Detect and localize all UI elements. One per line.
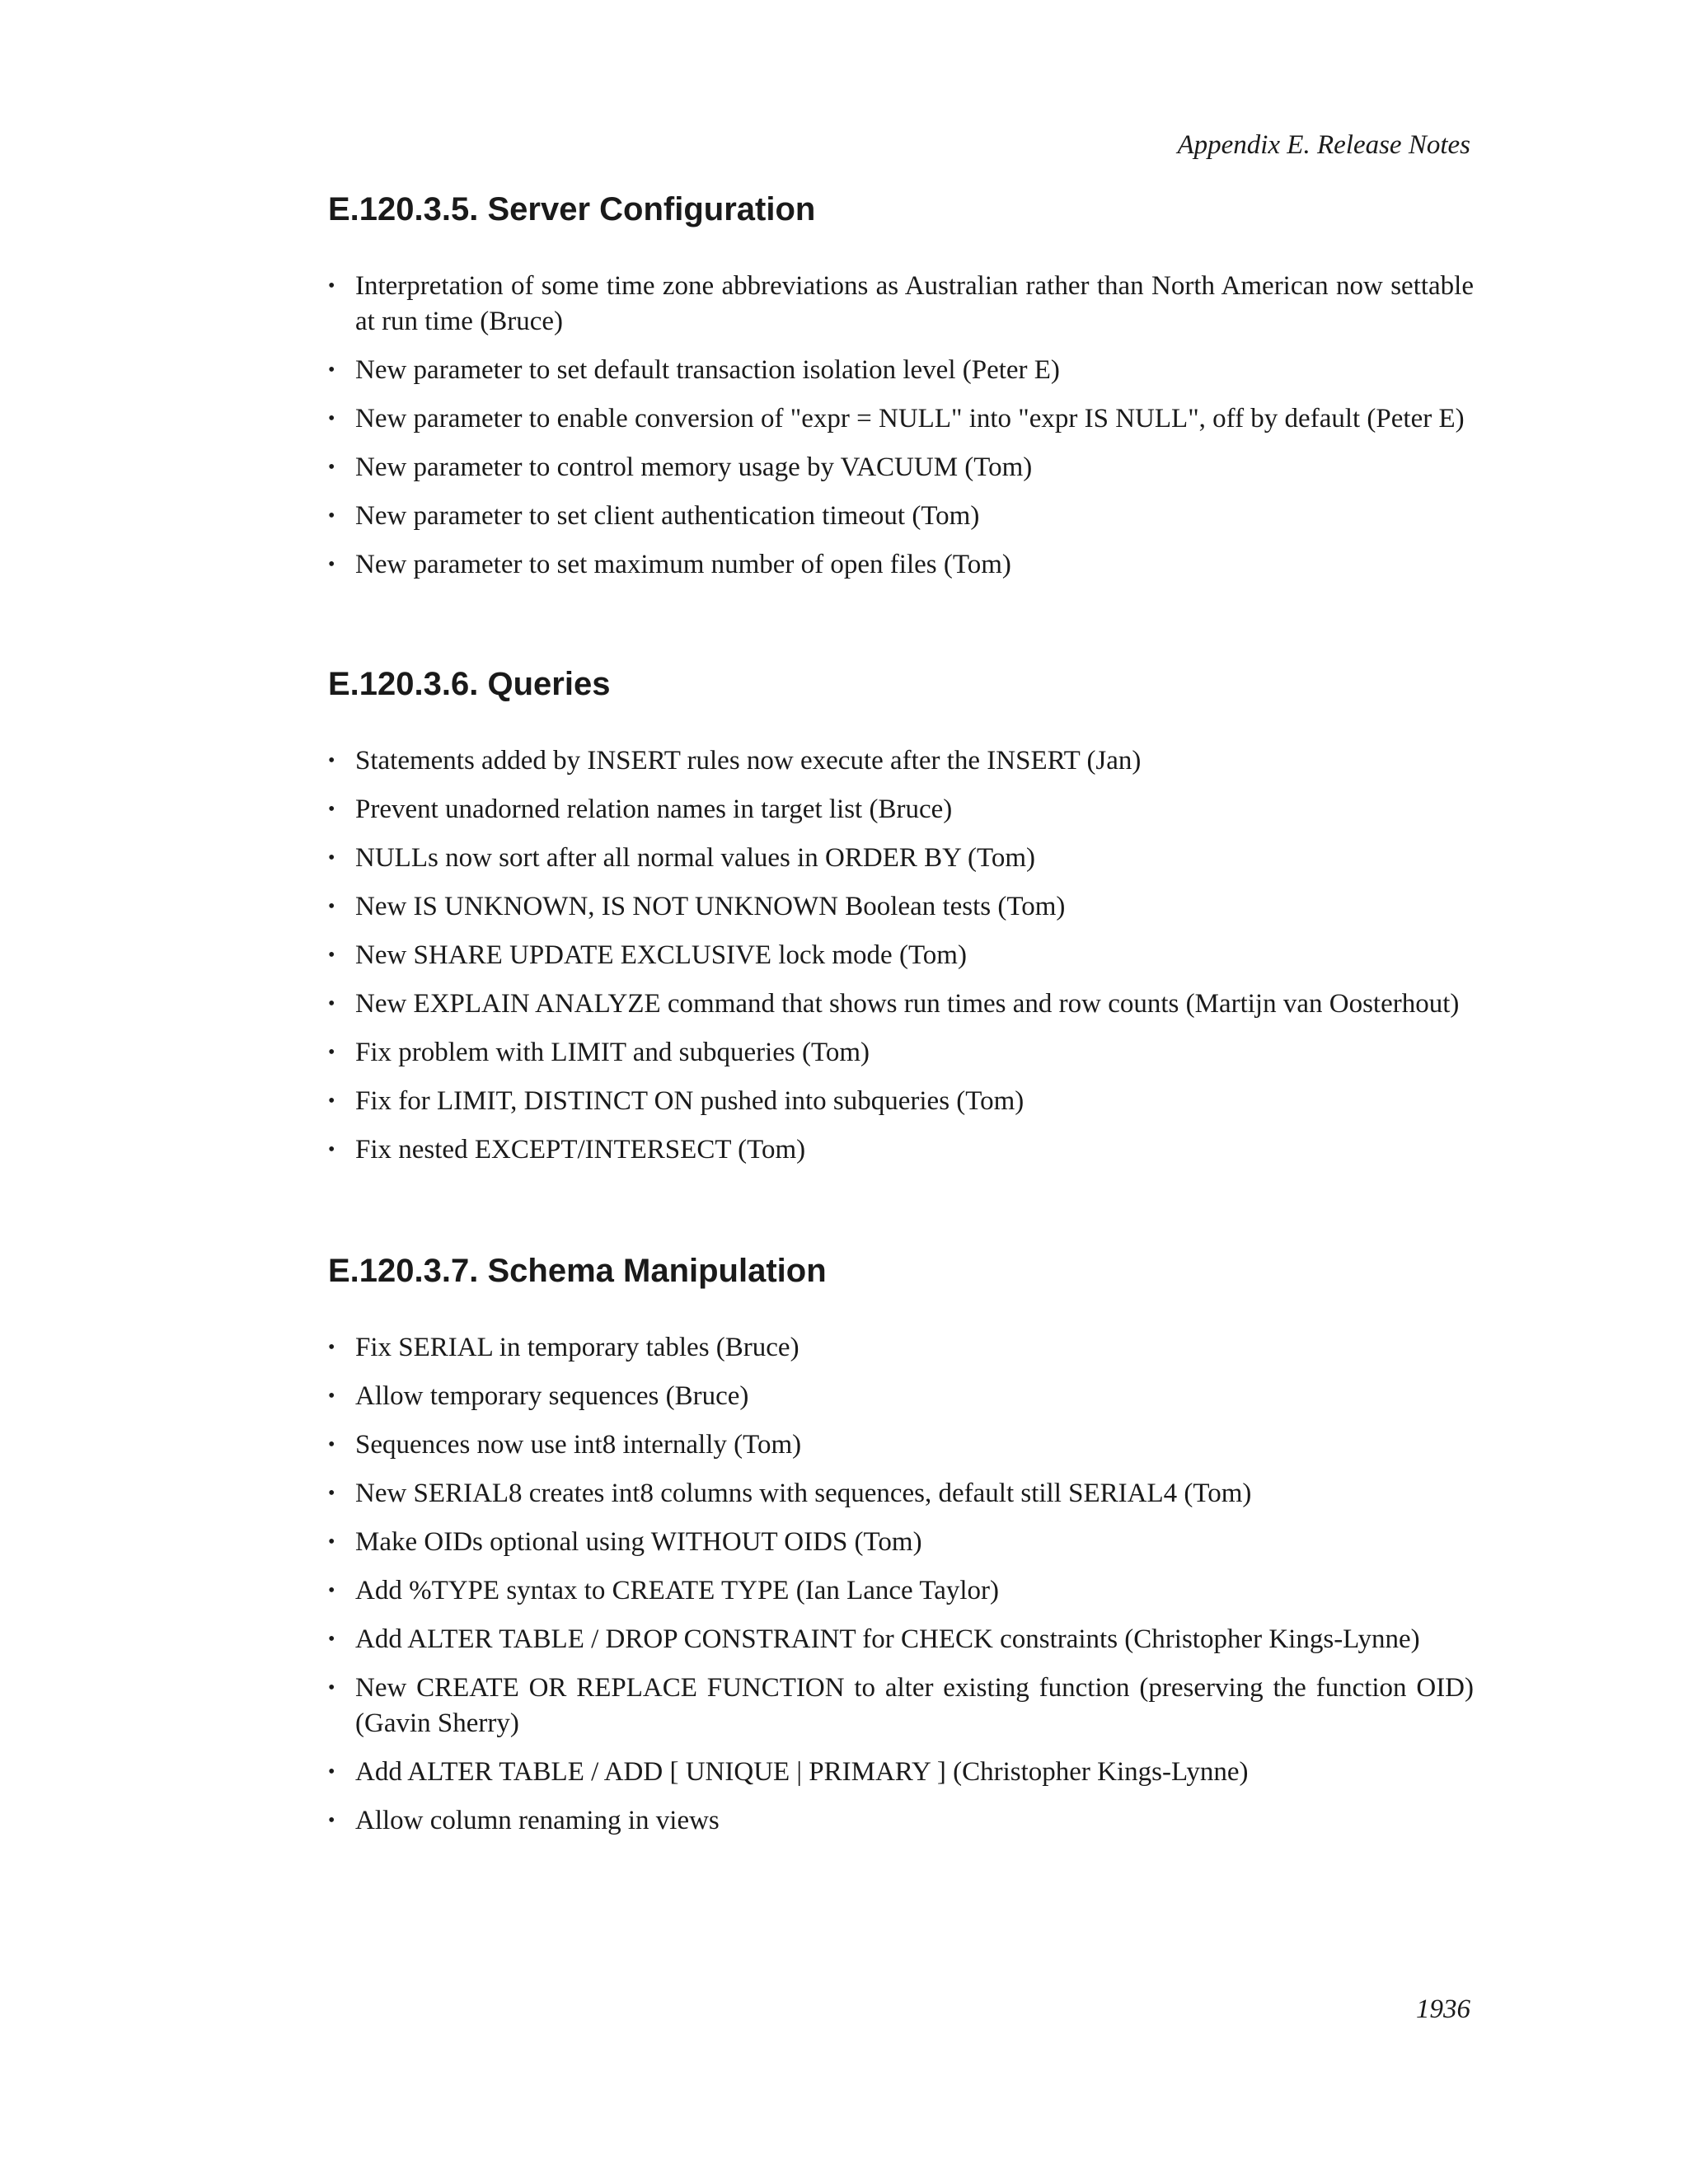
bullet-icon: • — [328, 1483, 335, 1504]
section-queries — [328, 664, 1474, 1181]
list-item — [328, 1035, 1474, 1071]
section-heading: E.120.3.6. Queries — [328, 666, 611, 702]
bullet-icon: • — [328, 275, 335, 297]
bullet-icon: • — [328, 408, 335, 429]
bullet-icon: • — [328, 1810, 335, 1831]
page-number: 1936 — [1416, 1994, 1470, 2024]
bullet-icon: • — [328, 1434, 335, 1455]
list-item-text: Make OIDs optional using WITHOUT OIDS (Tom) — [355, 1527, 922, 1557]
bullet-icon: • — [328, 1337, 335, 1358]
list-item — [328, 938, 1474, 973]
list-item — [328, 1132, 1474, 1168]
list-item — [328, 1476, 1474, 1511]
list-item — [328, 1573, 1474, 1609]
list-item-text: New SERIAL8 creates int8 columns with sequences, default still SERIAL4 (Tom) — [355, 1479, 1252, 1508]
list-item — [328, 1671, 1474, 1741]
list-item-text: Add ALTER TABLE / DROP CONSTRAINT for CHECK constraints (Christopher Kings-Lynne) — [355, 1624, 1420, 1654]
list-item-text: Fix SERIAL in temporary tables (Bruce) — [355, 1333, 799, 1362]
list-item-text: Fix for LIMIT, DISTINCT ON pushed into subqueries (Tom) — [355, 1086, 1025, 1116]
bullet-icon: • — [328, 944, 335, 966]
bullet-icon: • — [328, 993, 335, 1015]
list-item — [328, 1525, 1474, 1560]
section-schema-manipulation — [328, 1251, 1474, 1852]
list-item — [328, 987, 1474, 1022]
running-header: Appendix E. Release Notes — [1177, 130, 1470, 160]
list-item-text: Allow temporary sequences (Bruce) — [355, 1381, 749, 1411]
bullet-icon: • — [328, 505, 335, 527]
list-item — [328, 743, 1474, 779]
list-item-text: New EXPLAIN ANALYZE command that shows run times and row counts (Martijn van Oosterhout) — [355, 989, 1460, 1019]
list-item-text: New parameter to set client authentication timeout (Tom) — [355, 501, 980, 531]
bullet-icon: • — [328, 359, 335, 381]
bullet-icon: • — [328, 799, 335, 820]
list-item-text: New parameter to set maximum number of open files (Tom) — [355, 550, 1011, 579]
list-item — [328, 1755, 1474, 1790]
list-item — [328, 1622, 1474, 1657]
bullet-list — [328, 1330, 1474, 1839]
list-item-text: New parameter to control memory usage by VACUUM (Tom) — [355, 452, 1033, 482]
list-item-text: Fix problem with LIMIT and subqueries (Tom) — [355, 1038, 870, 1067]
list-item-text: New parameter to enable conversion of "expr = NULL" into "expr IS NULL", off by default (Peter E) — [355, 404, 1465, 434]
list-item-text: Statements added by INSERT rules now execute after the INSERT (Jan) — [355, 746, 1142, 776]
list-item-text: Fix nested EXCEPT/INTERSECT (Tom) — [355, 1135, 806, 1165]
list-item-text: Add ALTER TABLE / ADD [ UNIQUE | PRIMARY ] (Christopher Kings-Lynne) — [355, 1757, 1249, 1787]
list-item-text: New CREATE OR REPLACE FUNCTION to alter existing function (preserving the function OID) (Gavin Sherry) — [355, 1673, 1474, 1738]
list-item — [328, 1379, 1474, 1414]
list-item — [328, 1330, 1474, 1366]
list-item — [328, 889, 1474, 925]
section-heading: E.120.3.7. Schema Manipulation — [328, 1253, 827, 1289]
bullet-list — [328, 743, 1474, 1168]
bullet-icon: • — [328, 1385, 335, 1407]
bullet-icon: • — [328, 1042, 335, 1063]
list-item — [328, 499, 1474, 534]
list-item — [328, 547, 1474, 583]
section-server-configuration — [328, 190, 1474, 596]
bullet-icon: • — [328, 1090, 335, 1112]
bullet-icon: • — [328, 1677, 335, 1699]
bullet-icon: • — [328, 1139, 335, 1160]
list-item-text: New IS UNKNOWN, IS NOT UNKNOWN Boolean tests (Tom) — [355, 892, 1066, 921]
list-item-text: Allow column renaming in views — [355, 1806, 720, 1835]
list-item — [328, 1803, 1474, 1839]
list-item-text: Interpretation of some time zone abbreviations as Australian rather than North American now settable at run time (Bruce) — [355, 271, 1474, 336]
bullet-icon: • — [328, 847, 335, 869]
list-item — [328, 401, 1474, 437]
list-item — [328, 792, 1474, 827]
bullet-icon: • — [328, 1629, 335, 1650]
bullet-list — [328, 269, 1474, 583]
list-item — [328, 450, 1474, 485]
bullet-icon: • — [328, 554, 335, 575]
list-item-text: Add %TYPE syntax to CREATE TYPE (Ian Lance Taylor) — [355, 1576, 999, 1605]
bullet-icon: • — [328, 1761, 335, 1783]
list-item-text: New parameter to set default transaction isolation level (Peter E) — [355, 355, 1060, 385]
list-item-text: Prevent unadorned relation names in target list (Bruce) — [355, 794, 953, 824]
bullet-icon: • — [328, 896, 335, 917]
list-item-text: NULLs now sort after all normal values in ORDER BY (Tom) — [355, 843, 1035, 873]
list-item — [328, 841, 1474, 876]
list-item-text: New SHARE UPDATE EXCLUSIVE lock mode (Tom) — [355, 940, 967, 970]
list-item — [328, 1084, 1474, 1119]
section-heading: E.120.3.5. Server Configuration — [328, 191, 816, 227]
bullet-icon: • — [328, 1531, 335, 1553]
list-item — [328, 353, 1474, 388]
bullet-icon: • — [328, 457, 335, 478]
bullet-icon: • — [328, 750, 335, 771]
bullet-icon: • — [328, 1580, 335, 1601]
list-item — [328, 1427, 1474, 1463]
list-item — [328, 269, 1474, 340]
list-item-text: Sequences now use int8 internally (Tom) — [355, 1430, 802, 1460]
